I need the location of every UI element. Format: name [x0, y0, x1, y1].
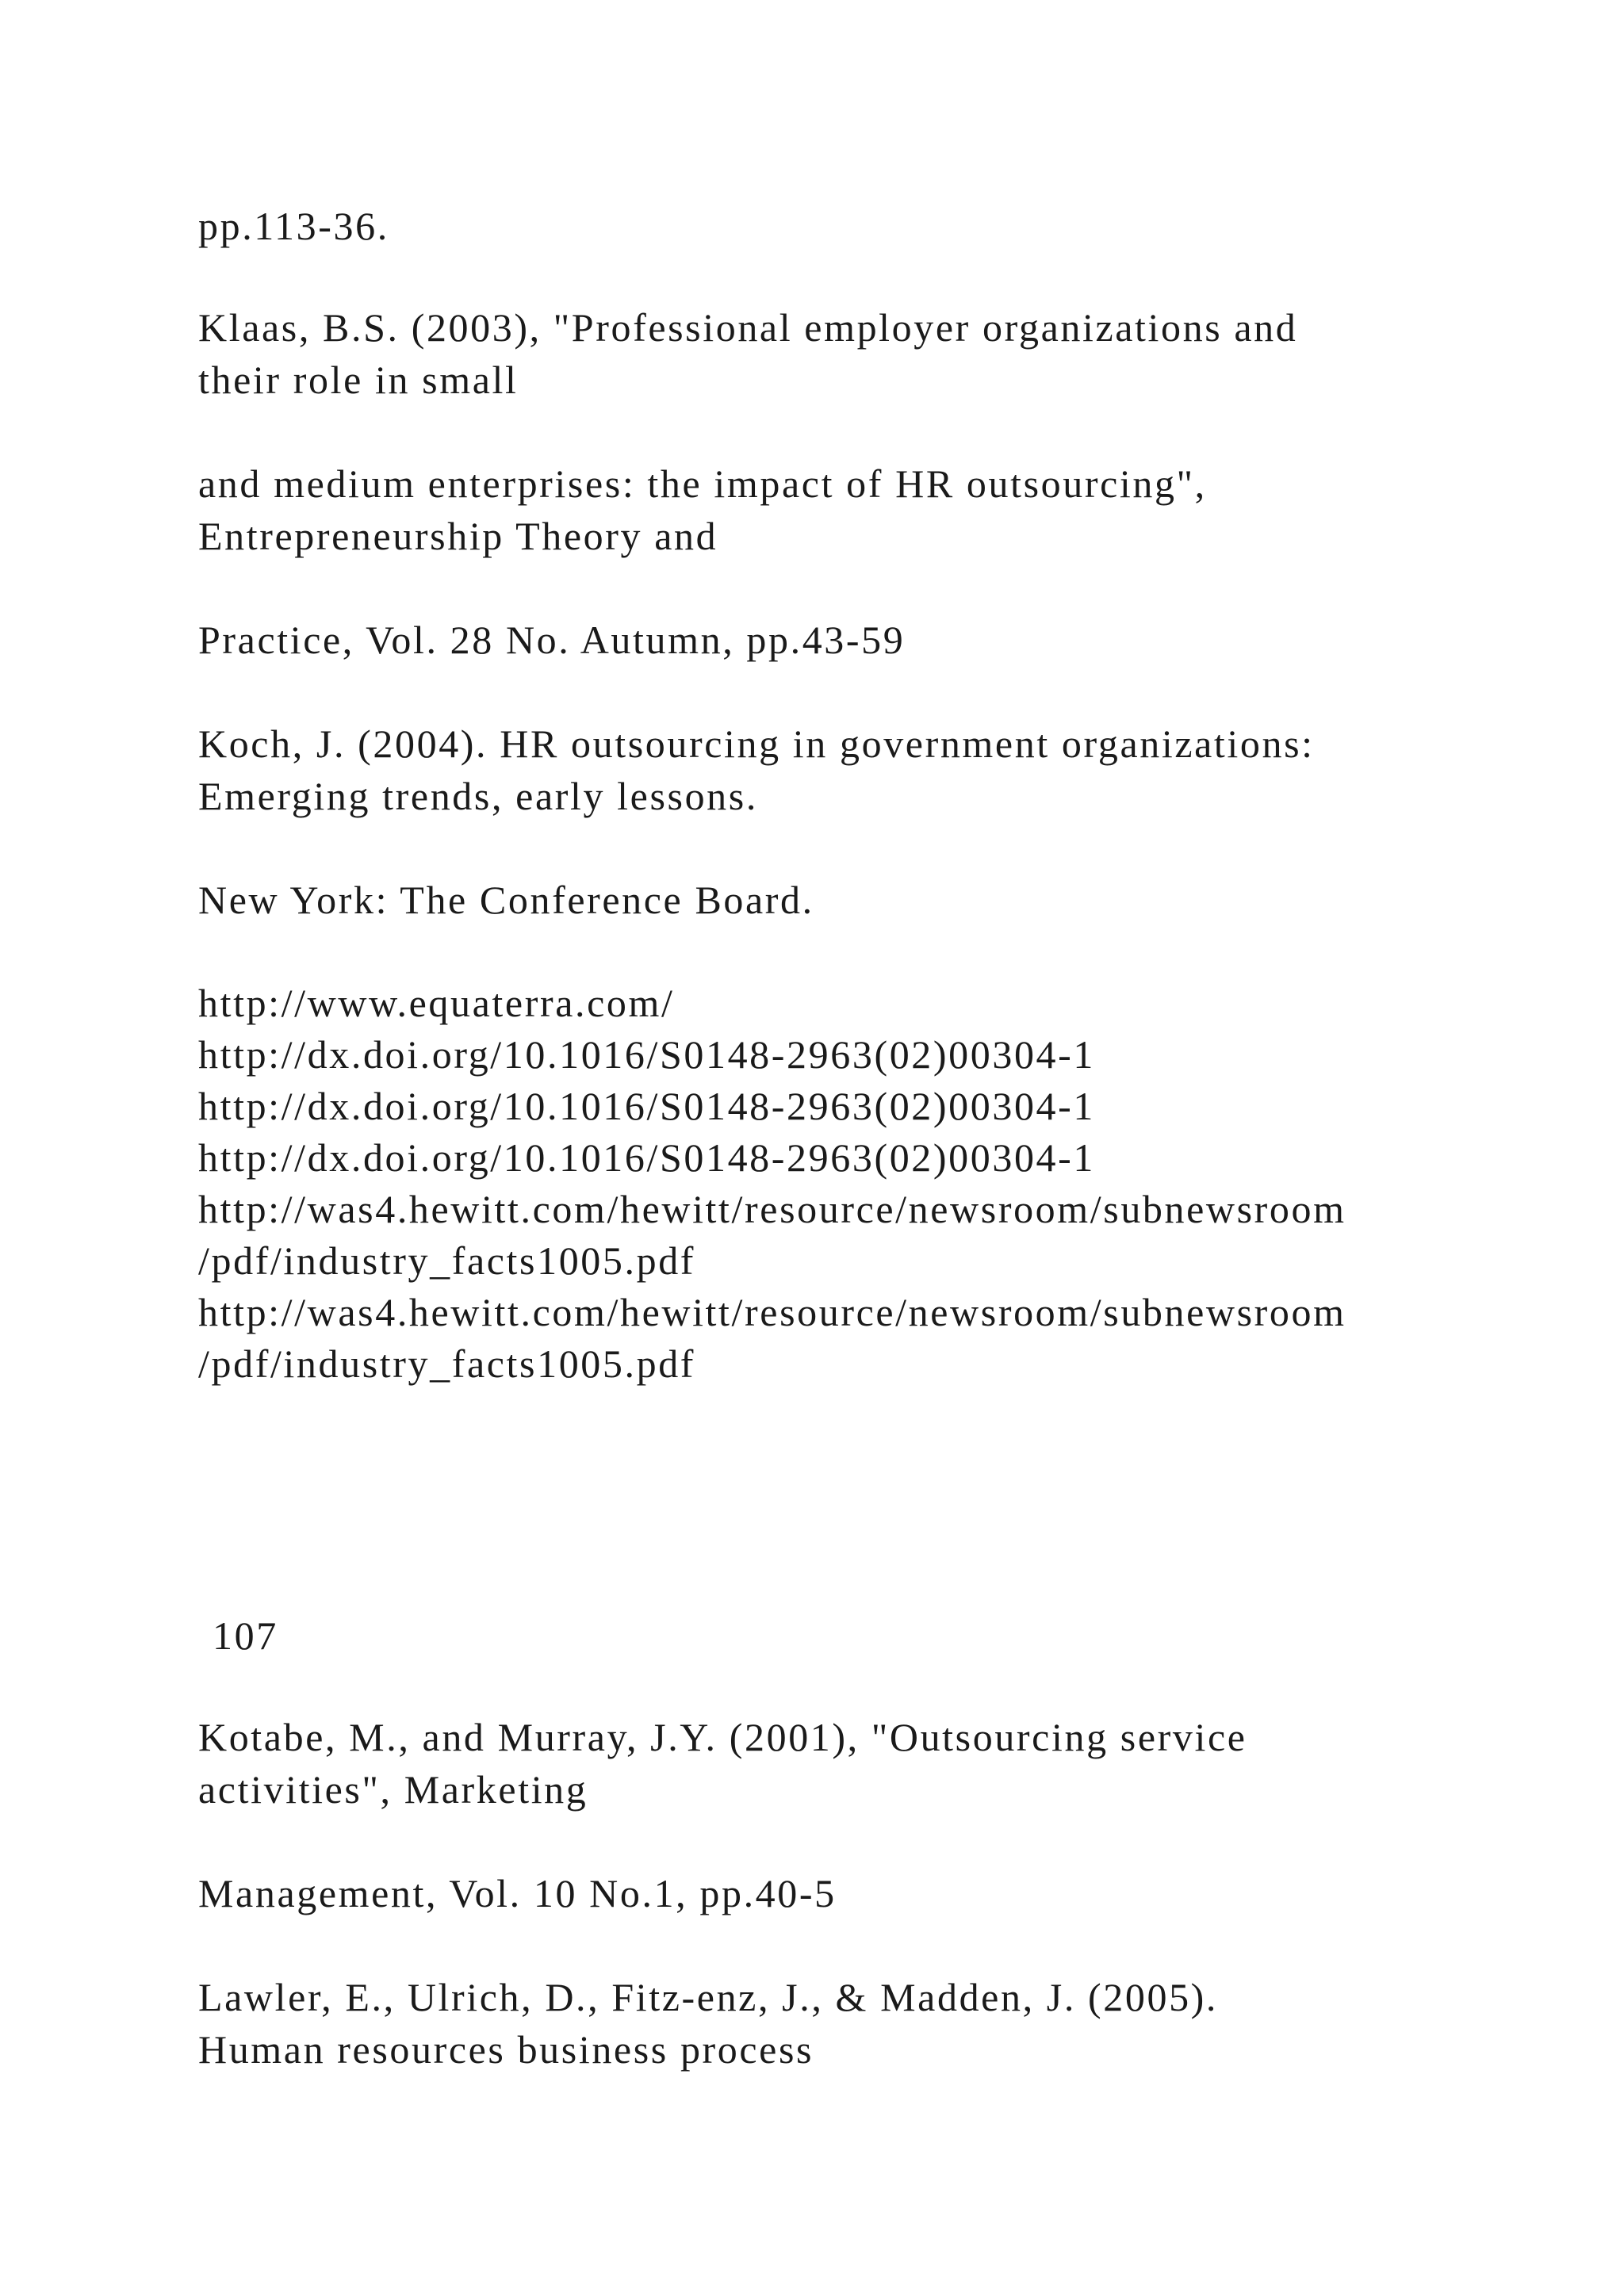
- text-line: Practice, Vol. 28 No. Autumn, pp.43-59: [198, 618, 906, 662]
- text-line: Lawler, E., Ulrich, D., Fitz-enz, J., & Madden, J. (2005).: [198, 1975, 1219, 2019]
- url-line: http://was4.hewitt.com/hewitt/resource/newsroom/subnewsroom: [198, 1187, 1346, 1231]
- url-line: http://dx.doi.org/10.1016/S0148-2963(02)00304-1: [198, 1032, 1095, 1077]
- text-line: Kotabe, M., and Murray, J.Y. (2001), "Outsourcing service: [198, 1715, 1247, 1759]
- url-line: http://www.equaterra.com/: [198, 981, 675, 1025]
- text-line: activities", Marketing: [198, 1767, 588, 1812]
- text-line: Koch, J. (2004). HR outsourcing in government organizations:: [198, 721, 1315, 766]
- url-line: http://dx.doi.org/10.1016/S0148-2963(02)00304-1: [198, 1135, 1095, 1180]
- url-line: http://was4.hewitt.com/hewitt/resource/newsroom/subnewsroom: [198, 1290, 1346, 1334]
- text-line: Klaas, B.S. (2003), "Professional employer organizations and: [198, 305, 1298, 350]
- url-line: /pdf/industry_facts1005.pdf: [198, 1341, 696, 1386]
- url-line: http://dx.doi.org/10.1016/S0148-2963(02)00304-1: [198, 1084, 1095, 1128]
- text-line: Human resources business process: [198, 2027, 814, 2072]
- text-line: and medium enterprises: the impact of HR outsourcing",: [198, 461, 1207, 506]
- text-line: pp.113-36.: [198, 204, 389, 248]
- url-line: /pdf/industry_facts1005.pdf: [198, 1238, 696, 1283]
- text-line: their role in small: [198, 358, 519, 402]
- text-line: New York: The Conference Board.: [198, 878, 814, 922]
- text-line: Management, Vol. 10 No.1, pp.40-5: [198, 1871, 837, 1915]
- text-line: Emerging trends, early lessons.: [198, 774, 758, 818]
- text-line: Entrepreneurship Theory and: [198, 514, 718, 558]
- page-number: 107: [213, 1613, 278, 1658]
